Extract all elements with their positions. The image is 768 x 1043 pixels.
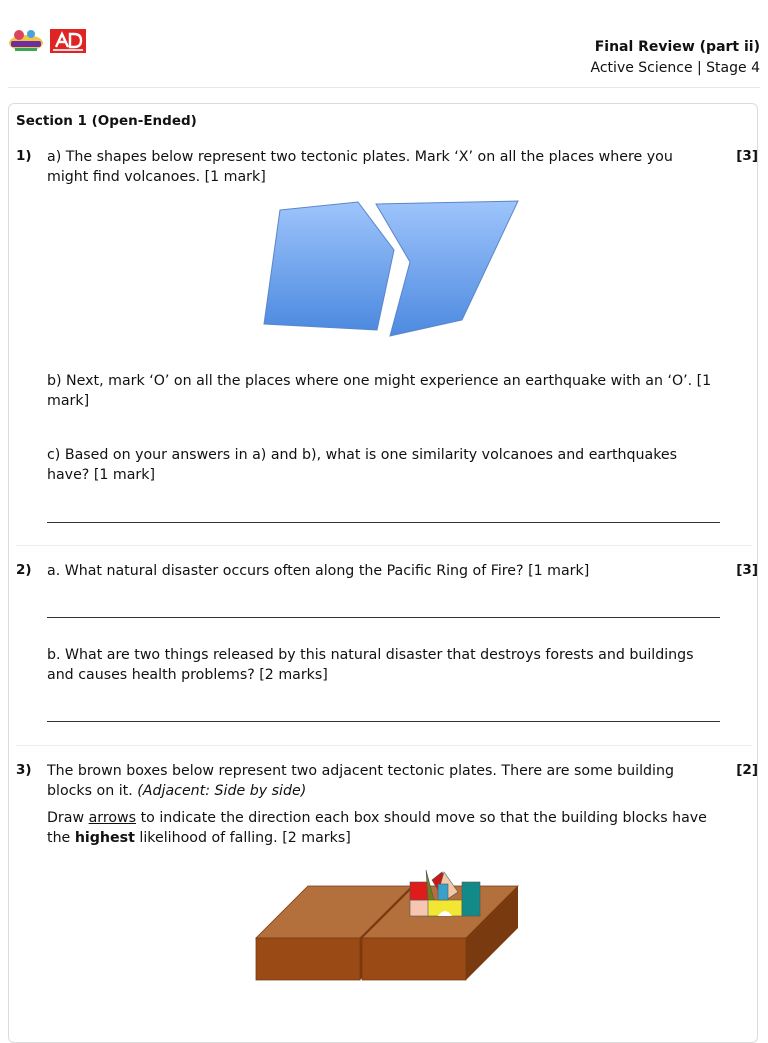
- question-3-intro: [47, 761, 717, 801]
- left-box-front[interactable]: [256, 938, 360, 980]
- section-title: Section 1 (Open-Ended): [16, 113, 197, 129]
- question-1c-answer-line[interactable]: [47, 522, 720, 523]
- question-1c-text: c) Based on your answers in a) and b), what is one similarity volcanoes and earthquakes have? [1 mark]: [47, 447, 678, 483]
- document-title: Final Review (part ii): [594, 39, 760, 55]
- right-plate[interactable]: [376, 201, 518, 336]
- question-2a-answer-line[interactable]: [47, 617, 720, 618]
- left-plate[interactable]: [264, 202, 394, 330]
- question-3-marks: [2]: [736, 762, 758, 778]
- question-2b-text: b. What are two things released by this natural disaster that destroys forests and buildings and causes health problems? [2 marks]: [47, 647, 694, 683]
- question-3-instruction: [47, 808, 717, 848]
- question-1-marks: [3]: [736, 148, 758, 164]
- building-blocks: [410, 870, 480, 916]
- question-divider: [16, 545, 752, 546]
- question-3-adjacent-note: (Adjacent: Side by side): [137, 783, 307, 799]
- instruction-arrows: arrows: [88, 810, 137, 826]
- question-2-number: 2): [16, 562, 32, 578]
- ad-logo-icon: [50, 29, 86, 53]
- question-2b-answer-line[interactable]: [47, 721, 720, 722]
- question-3-intro-text: The brown boxes below represent two adjacent tectonic plates. There are some building blocks on it.: [47, 763, 674, 799]
- school-logo-icon: [7, 28, 45, 54]
- question-divider: [16, 745, 752, 746]
- instruction-draw: Draw: [47, 810, 85, 826]
- document-subtitle: Active Science | Stage 4: [590, 60, 760, 76]
- question-2-marks: [3]: [736, 562, 758, 578]
- right-box-front[interactable]: [362, 938, 466, 980]
- question-1b-text: b) Next, mark ‘O’ on all the places where one might experience an earthquake with an ‘O’. [1 mark]: [47, 373, 712, 409]
- page-header: [0, 0, 768, 88]
- question-2a-text: a. What natural disaster occurs often along the Pacific Ring of Fire? [1 mark]: [47, 563, 590, 579]
- brown-plates-blocks-figure: [252, 860, 524, 985]
- question-1a-text: a) The shapes below represent two tectonic plates. Mark ‘X’ on all the places where you might find volcanoes. [1 mark]: [47, 149, 673, 185]
- tectonic-plates-figure: [262, 198, 522, 338]
- header-divider: [8, 87, 760, 88]
- question-3-number: 3): [16, 762, 32, 778]
- instruction-highest: highest: [74, 830, 135, 846]
- instruction-mid: to indicate the direction each box should move so that the building blocks have the: [47, 810, 707, 846]
- instruction-end: likelihood of falling. [2 marks]: [139, 830, 351, 846]
- question-1-number: 1): [16, 148, 32, 164]
